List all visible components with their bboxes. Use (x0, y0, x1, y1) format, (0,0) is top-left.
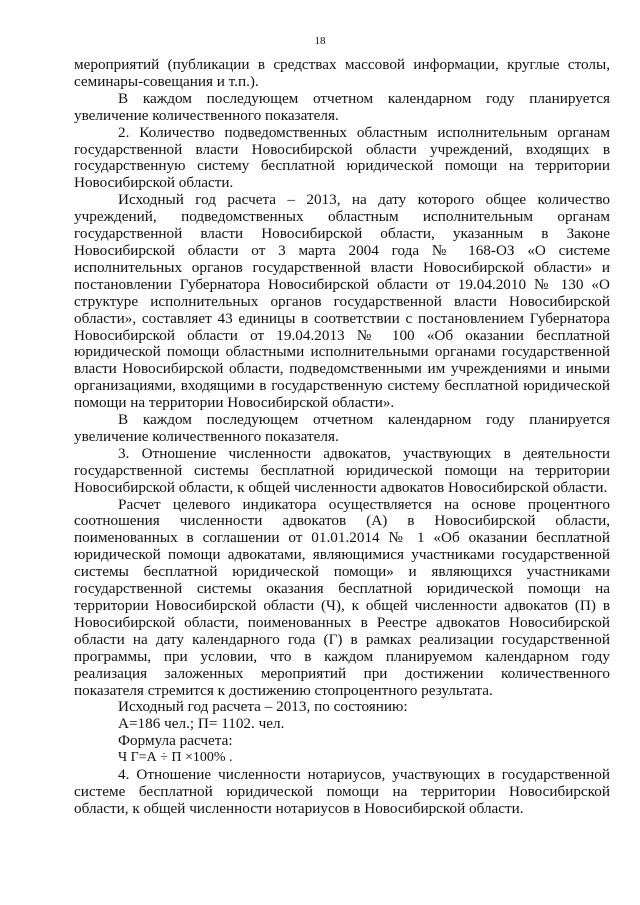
paragraph-base-year-lawyers: Исходный год расчета – 2013, по состоянию: (118, 698, 408, 716)
document-body (74, 57, 610, 818)
paragraph-plan-increase-1: В каждом последующем отчетном календарном году планируется увеличение количественного показателя. (74, 89, 610, 124)
paragraph-indicator-2: 2. Количество подведомственных областным исполнительным органам государственной власти Новосибирской области учреждений, входящих в государственную систему бесплатной юридической помощи на территории Новосибирской области. (74, 123, 610, 192)
paragraph-plan-increase-2: В каждом последующем отчетном календарном году планируется увеличение количественного показателя. (74, 411, 610, 445)
formula: Ч Г=А ÷ П ×100% . (118, 750, 233, 766)
paragraph-values: А=186 чел.; П= 1102. чел. (118, 715, 285, 733)
paragraph-base-year-institutions: Исходный год расчета – 2013, на дату которого общее количество учреждений, подведомственных областным исполнительным органам государственной власти Новосибирской области, указанным в Законе Новосибирской области от 3 марта 2004 года № 168-ОЗ «О системе исполнительных органов государственной власти Новосибирской области» и постановлении Губернатора Новосибирской области от 19.04.2010 № 130 «О структуре исполнительных органов государственной власти Новосибирской области», составляет 43 единицы в соответствии с постановлением Губернатора Новосибирской области от 19.04.2013 № 100 «Об оказании бесплатной юридической помощи областными исполнительными органами государственной власти Новосибирской области, подведомственными им учреждениями и иными организациями, входящими в государственную систему бесплатной юридической помощи на территории Новосибирской области». (74, 191, 610, 412)
paragraph-formula-label: Формула расчета: (118, 732, 233, 750)
paragraph-indicator-3: 3. Отношение численности адвокатов, участвующих в деятельности государственной системы бесплатной юридической помощи на территории Новосибирской области, к общей численности адвокатов Новосибирской области. (74, 444, 610, 496)
paragraph-calculation-method: Расчет целевого индикатора осуществляется на основе процентного соотношения численности адвокатов (А) в Новосибирской области, поименованных в соглашении от 01.01.2014 № 1 «Об оказании бесплатной юридической помощи адвокатами, являющимися участниками государственной системы бесплатной юридической помощи» и являющихся участниками государственной системы оказания бесплатной юридической помощи на территории Новосибирской области (Ч), к общей численности адвокатов (П) в Новосибирской области, поименованных в Реестре адвокатов Новосибирской области на дату календарного года (Г) в рамках реализации государственной программы, при условии, что в каждом планируемом календарном году реализация заложенных мероприятий при достижении количественного показателя стремится к достижению стопроцентного результата. (74, 495, 610, 699)
page-number: 18 (314, 35, 326, 47)
paragraph-indicator-4: 4. Отношение численности нотариусов, участвующих в государственной системе бесплатной юридической помощи на территории Новосибирской области, к общей численности нотариусов в Новосибирской области. (74, 766, 610, 817)
paragraph-continuation: мероприятий (публикации в средствах массовой информации, круглые столы, семинары-совещания и т.п.). (74, 56, 610, 90)
